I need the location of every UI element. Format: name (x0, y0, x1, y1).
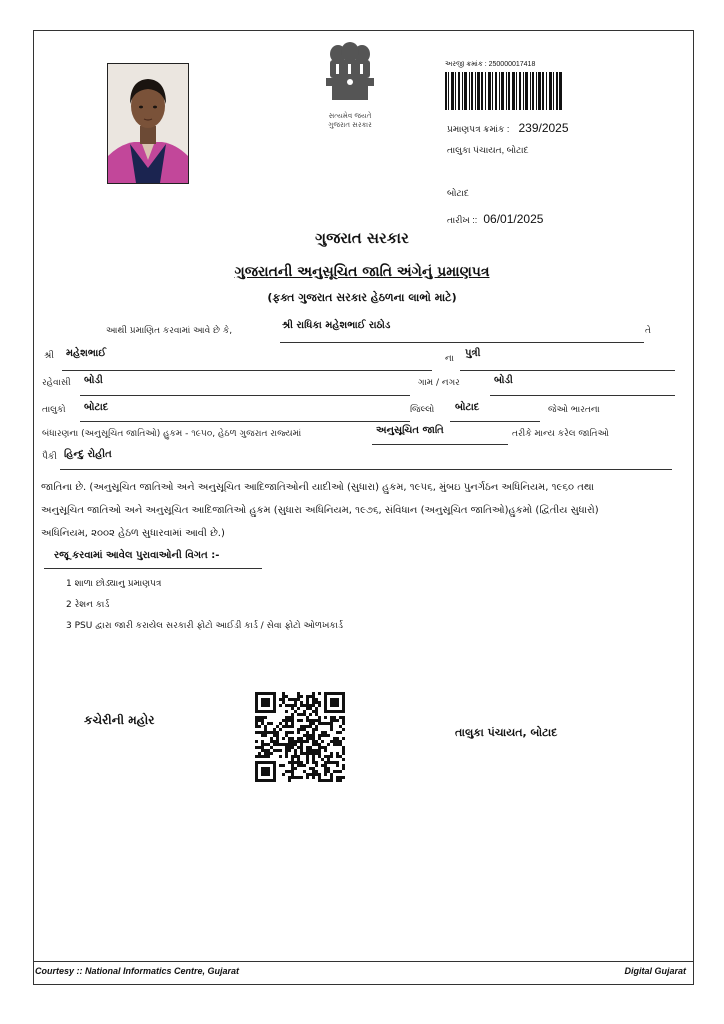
shri-label: શ્રી (44, 351, 54, 361)
document-item (66, 621, 343, 631)
issue-date-row (447, 212, 543, 226)
document-item (66, 600, 109, 610)
taluka-value: બોટાદ (84, 402, 109, 413)
certificate-title: ગુજરાતની અનુસૂચિત જાતિ અંગેનું પ્રમાણપત્ર (234, 264, 490, 280)
legal-line-1: જાતિના છે. (અનુસૂચિત જાતિઓ અને અનુસૂચિત આદિજાતિઓની યાદીઓ (સુધારા) હુકમ, ૧૯૫૬, મુંબઇ પુનર્ગઠન અધિનિયમ, ૧૯૬૦ તથા (41, 482, 594, 493)
certificate-number: 239/2025 (518, 121, 569, 135)
document-item-text: શાળા છોડ્યાનુ પ્રમાણપત્ર (74, 579, 162, 589)
village-underline (490, 395, 675, 396)
legal-line-3: અધિનિયમ, ૨૦૦૨ હેઠળ સુધારવામાં આવી છે.) (41, 528, 225, 539)
te-label: તે (645, 326, 651, 336)
emblem-caption (300, 112, 400, 130)
subcaste-label: પૈકી (42, 452, 57, 462)
emblem-govt: ગુજરાત સરકાર (328, 121, 372, 129)
category-value: અનુસૂચિત જાતિ (376, 425, 444, 436)
certificate-number-row (447, 121, 569, 135)
document-item (66, 579, 161, 589)
na-label: ના (445, 354, 454, 364)
india-suffix: જેઓ ભારતના (548, 405, 600, 415)
father-underline (62, 370, 432, 371)
resident-value: બોડી (84, 375, 103, 386)
certificate-subtitle: (ફક્ત ગુજરાત સરકાર હેઠળના લાભો માટે) (267, 291, 457, 304)
category-underline (372, 444, 508, 445)
document-item-num: 2 (66, 600, 72, 610)
applicant-photo (107, 63, 189, 184)
resident-underline (80, 395, 410, 396)
footer-divider (33, 961, 694, 962)
legal-paragraph (41, 476, 681, 545)
office-seal-label: કચેરીની મહોર (84, 713, 155, 727)
relation: પુત્રી (465, 348, 481, 359)
subcaste-underline (60, 469, 672, 470)
relation-underline (460, 370, 675, 371)
signing-office: તાલુકા પંચાયત, બોટાદ (455, 726, 558, 739)
barcode (445, 72, 562, 110)
name-underline (280, 342, 644, 343)
constitution-text: બંધારણના (અનુસૂચિત જાતિઓ) હુકમ - ૧૯૫૦, હેઠળ ગુજરાત રાજ્યમાં (42, 429, 302, 439)
taluka-underline (80, 421, 410, 422)
recognized-suffix: તરીકે માન્ય કરેલ જાતિઓ (512, 429, 609, 439)
resident-label: રહેવાસી (42, 378, 71, 388)
documents-heading-underline (44, 568, 262, 569)
district-label: જિલ્લો (410, 405, 435, 415)
document-item-text: રેશન કાર્ડ (74, 600, 110, 610)
footer-brand: Digital Gujarat (624, 966, 686, 976)
village-label: ગામ / નગર (418, 378, 460, 388)
document-item-num: 3 (66, 621, 72, 631)
district-value: બોટાદ (455, 402, 480, 413)
legal-line-2: અનુસૂચિત જાતિઓ અને અનુસૂચિત આદિજાતિઓ હુકમ (સુધારા અધિનિયમ, ૧૯૭૬, સંવિધાન (અનુસૂચિત જાતિઓ)હુકમો (દ્વિતીય સુધારો) (41, 505, 599, 516)
certificate-number-label: પ્રમાણપત્ર ક્રમાંક : (447, 124, 510, 134)
document-item-num: 1 (66, 579, 72, 589)
issue-date-label: તારીખ :: (447, 215, 478, 225)
subcaste-value: હિન્દુ રોહીત (64, 449, 112, 460)
village-value: બોડી (494, 375, 513, 386)
issue-date: 06/01/2025 (483, 212, 544, 226)
taluka-label: તાલુકો (42, 405, 66, 415)
applicant-name: શ્રી રાધિકા મહેશભાઈ રાઠોડ (282, 320, 391, 331)
qr-code (255, 692, 345, 782)
govt-title: ગુજરાત સરકાર (315, 229, 409, 247)
footer-courtesy: Courtesy :: National Informatics Centre, Gujarat (35, 966, 240, 976)
certify-prefix: આથી પ્રમાણિત કરવામાં આવે છે કે, (106, 326, 233, 336)
father-name: મહેશભાઈ (66, 348, 107, 359)
issuer-office: તાલુકા પંચાયત, બોટાદ (447, 145, 529, 155)
documents-heading: રજૂ કરવામાં આવેલ પુરાવાઓની વિગત :- (54, 550, 220, 561)
state-emblem-icon (318, 40, 382, 110)
application-number: અરજી ક્રમાંક : 250000017418 (445, 61, 536, 68)
district-underline (450, 421, 540, 422)
document-item-text: PSU દ્વારા જારી કરાયેલ સરકારી ફોટો આઈડી કાર્ડ / સેવા ફોટો ઓળખકાર્ડ (74, 621, 343, 631)
issue-place: બોટાદ (447, 188, 469, 198)
emblem-motto: સત્યમેવ જયતે (328, 112, 372, 120)
